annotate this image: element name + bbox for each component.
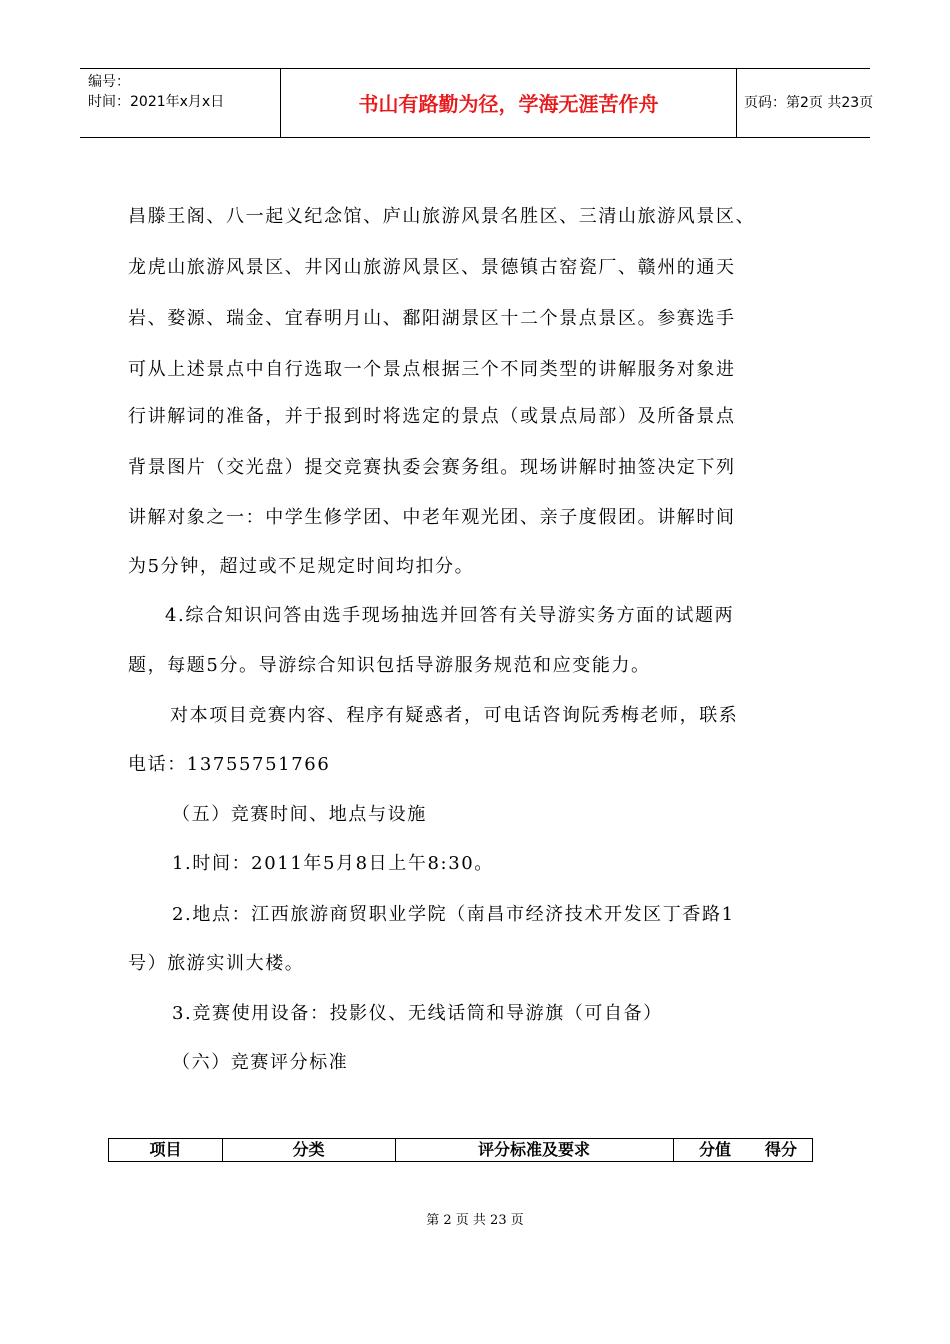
scoring-table-header <box>108 1138 813 1162</box>
body-line: 行讲解词的准备，并于报到时将选定的景点（或景点局部）及所备景点 <box>128 406 736 427</box>
body-line: 对本项目竞赛内容、程序有疑惑者，可电话咨询阮秀梅老师，联系 <box>170 705 739 726</box>
section-heading: （六）竞赛评分标准 <box>172 1052 349 1073</box>
body-line: 讲解对象之一：中学生修学团、中老年观光团、亲子度假团。讲解时间 <box>128 507 736 528</box>
page-header <box>80 68 874 138</box>
section-heading: （五）竞赛时间、地点与设施 <box>172 804 427 825</box>
header-motto-cell <box>280 69 737 137</box>
body-line: 为5分钟，超过或不足规定时间均扣分。 <box>128 556 475 577</box>
body-line: 岩、婺源、瑞金、宜春明月山、鄱阳湖景区十二个景点景区。参赛选手 <box>128 308 736 329</box>
table-header-cell: 评分标准及要求 <box>477 1140 590 1159</box>
document-number: 编号： <box>88 74 130 90</box>
table-divider <box>673 1139 674 1161</box>
header-page-cell <box>736 69 874 137</box>
table-header-cell: 分类 <box>292 1140 325 1159</box>
body-line: 4.综合知识问答由选手现场抽选并回答有关导游实务方面的试题两 <box>165 605 735 626</box>
document-date: 时间：2021年x月x日 <box>88 94 225 110</box>
body-line: 昌滕王阁、八一起义纪念馆、庐山旅游风景名胜区、三清山旅游风景区、 <box>128 206 756 227</box>
table-header-cell: 项目 <box>149 1140 182 1159</box>
header-motto: 书山有路勤为径，学海无涯苦作舟 <box>358 92 659 116</box>
table-header-cell: 得分 <box>764 1140 797 1159</box>
body-line: 号）旅游实训大楼。 <box>128 953 305 974</box>
body-line: 龙虎山旅游风景区、井冈山旅游风景区、景德镇古窑瓷厂、赣州的通天 <box>128 257 736 278</box>
body-line: 1.时间：2011年5月8日上午8:30。 <box>172 853 494 874</box>
body-line: 背景图片（交光盘）提交竞赛执委会赛务组。现场讲解时抽签决定下列 <box>128 457 736 478</box>
header-meta <box>80 69 280 137</box>
body-line: 可从上述景点中自行选取一个景点根据三个不同类型的讲解服务对象进 <box>128 359 736 380</box>
body-line: 电话：13755751766 <box>128 754 331 775</box>
body-line: 3.竞赛使用设备：投影仪、无线话筒和导游旗（可自备） <box>172 1003 663 1024</box>
body-line: 2.地点：江西旅游商贸职业学院（南昌市经济技术开发区丁香路1 <box>172 904 735 925</box>
table-header-cell: 分值 <box>698 1140 731 1159</box>
header-page-info: 页码：第2页 共23页 <box>744 95 874 111</box>
body-line: 题，每题5分。导游综合知识包括导游服务规范和应变能力。 <box>128 655 651 676</box>
page-footer: 第 2 页 共 23 页 <box>426 1213 524 1228</box>
